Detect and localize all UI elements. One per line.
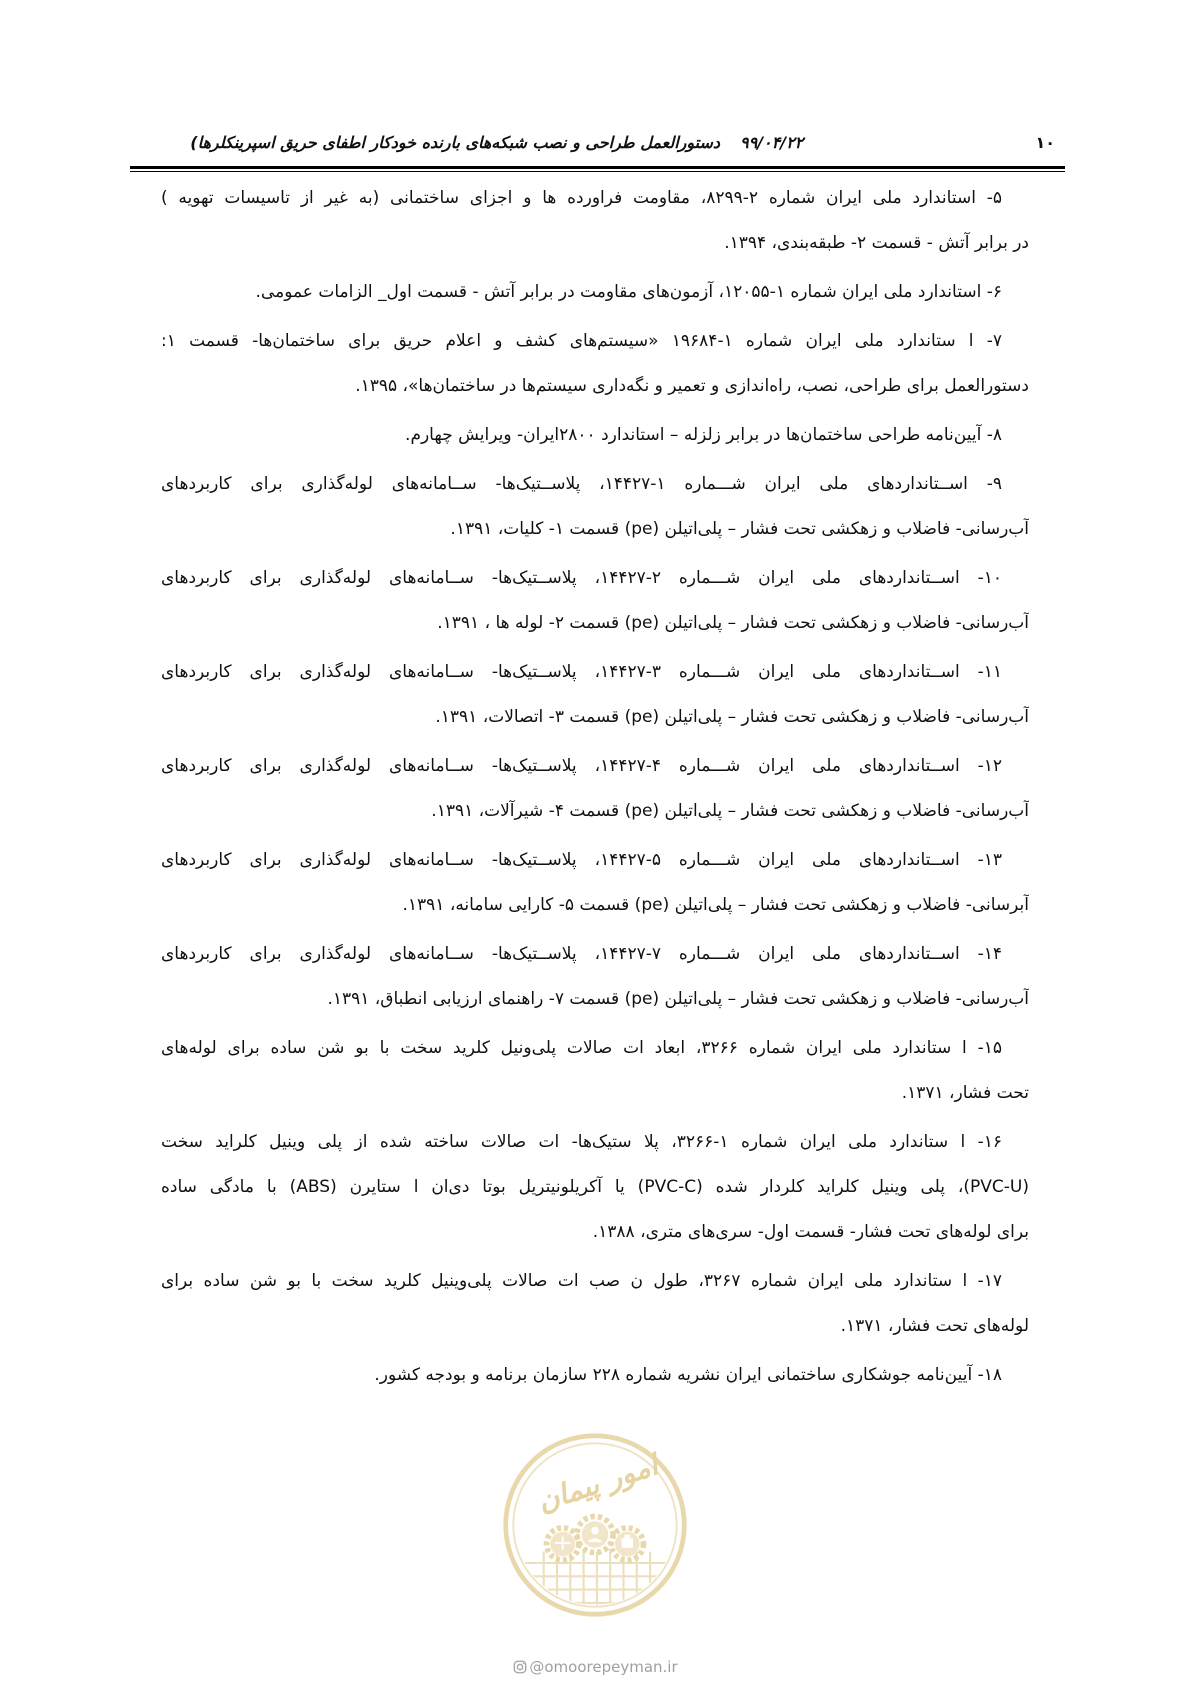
reference-item: [161, 413, 1029, 458]
paragraph-line: آبرسانی- فاضلاب و زهکشی تحت فشار – پلی‌اتیلن (pe) قسمت ۵- کارایی سامانه، ۱۳۹۱.: [402, 895, 1029, 915]
reference-item: [161, 270, 1029, 315]
paragraph-line: دستورالعمل برای طراحی، نصب، راه‌اندازی و تعمیر و نگه‌داری سیستم‌ها در ساختمان‌ها»، ۱۳۹۵.: [355, 376, 1029, 396]
reference-item: [161, 319, 1029, 409]
header-rule-thin: [130, 171, 1065, 172]
paragraph-line: (PVC-U)، پلی وینیل کلراید کلردار شده (PVC-C) یا آکریلونیتریل بوتا دی‌ان ا ستایرن (ABS) با مادگی ساده: [161, 1177, 1029, 1197]
paragraph-line: ۵- استاندارد ملی ایران شماره ۲-۸۲۹۹، مقاومت فراورده ها و اجزای ساختمانی (به غیر از تاسیسات تهویه ): [161, 188, 1002, 208]
paragraph-line: ۹- اســتانداردهای ملی ایران شـــماره ۱-۱۴۴۲۷، پلاســتیک‌ها- ســامانه‌های لوله‌گذاری برای کاربردهای: [161, 474, 1002, 494]
reference-item: [161, 176, 1029, 266]
reference-item: [161, 462, 1029, 552]
logo-script-text: امور پیمان: [533, 1448, 662, 1519]
paragraph-line: ۱۱- اســتانداردهای ملی ایران شـــماره ۳-۱۴۴۲۷، پلاســتیک‌ها- ســامانه‌های لوله‌گذاری برای کاربردهای: [161, 662, 1002, 682]
gear-icon: [611, 1528, 643, 1560]
reference-item: [161, 838, 1029, 928]
paragraph-line: برای لوله‌های تحت فشار- قسمت اول- سری‌های متری، ۱۳۸۸.: [592, 1222, 1029, 1242]
header-rule: [130, 166, 1065, 169]
instagram-icon: [513, 1660, 527, 1674]
reference-item: [161, 1259, 1029, 1349]
paragraph-line: ۱۷- ا ستاندارد ملی ایران شماره ۳۲۶۷، طول ن صب ات صالات پلی‌وینیل کلرید سخت با بو شن ساده برای: [161, 1271, 1002, 1291]
reference-item: [161, 1353, 1029, 1398]
paragraph-line: ۱۳- اســتانداردهای ملی ایران شـــماره ۵-۱۴۴۲۷، پلاســتیک‌ها- ســامانه‌های لوله‌گذاری برای کاربردهای: [161, 850, 1002, 870]
reference-list: [161, 176, 1029, 1398]
footer-handle[interactable]: @omoorepeyman.ir: [529, 1658, 678, 1676]
paragraph-line: آب‌رسانی- فاضلاب و زهکشی تحت فشار – پلی‌اتیلن (pe) قسمت ۳- اتصالات، ۱۳۹۱.: [435, 707, 1029, 727]
paragraph-line: آب‌رسانی- فاضلاب و زهکشی تحت فشار – پلی‌اتیلن (pe) قسمت ۲- لوله ها ، ۱۳۹۱.: [437, 613, 1029, 633]
paragraph-line: ۷- ا ستاندارد ملی ایران شماره ۱-۱۹۶۸۴ «سیستم‌های کشف و اعلام حریق برای ساختمان‌ها- قسمت ۱:: [161, 331, 1002, 351]
paragraph-line: ۱۴- اســتانداردهای ملی ایران شـــماره ۷-۱۴۴۲۷، پلاســتیک‌ها- ســامانه‌های لوله‌گذاری برای کاربردهای: [161, 944, 1002, 964]
reference-item: [161, 744, 1029, 834]
paragraph-line: ۱۲- اســتانداردهای ملی ایران شـــماره ۴-۱۴۴۲۷، پلاســتیک‌ها- ســامانه‌های لوله‌گذاری برای کاربردهای: [161, 756, 1002, 776]
paragraph-line: ۱۰- اســتانداردهای ملی ایران شـــماره ۲-۱۴۴۲۷، پلاســتیک‌ها- ســامانه‌های لوله‌گذاری برای کاربردهای: [161, 568, 1002, 588]
watermark-logo: [500, 1430, 690, 1620]
page-footer: [0, 1656, 1191, 1678]
page-header: [130, 128, 1065, 158]
header-title: دستورالعمل طراحی و نصب شبکه‌های بارنده خودکار اطفای حریق اسپرینکلرها): [190, 133, 720, 152]
gear-icon: [577, 1516, 613, 1552]
paragraph-line: آب‌رسانی- فاضلاب و زهکشی تحت فشار – پلی‌اتیلن (pe) قسمت ۴- شیرآلات، ۱۳۹۱.: [431, 801, 1029, 821]
paragraph-line: آب‌رسانی- فاضلاب و زهکشی تحت فشار – پلی‌اتیلن (pe) قسمت ۱- کلیات، ۱۳۹۱.: [450, 519, 1029, 539]
gear-icon: [547, 1528, 579, 1560]
paragraph-line: آب‌رسانی- فاضلاب و زهکشی تحت فشار – پلی‌اتیلن (pe) قسمت ۷- راهنمای ارزیابی انطباق، ۱۳۹۱.: [327, 989, 1029, 1009]
reference-item: [161, 1120, 1029, 1255]
header-date: ۹۹/۰۴/۲۲: [740, 133, 804, 152]
paragraph-line: ۱۵- ا ستاندارد ملی ایران شماره ۳۲۶۶، ابعاد ات صالات پلی‌ونیل کلرید سخت با بو شن ساده برای لوله‌های: [161, 1038, 1002, 1058]
paragraph-line: ۱۶- ا ستاندارد ملی ایران شماره ۱-۳۲۶۶، پلا ستیک‌ها- ات صالات ساخته شده از پلی وینیل کلراید سخت: [161, 1132, 1002, 1152]
paragraph-line: ۶- استاندارد ملی ایران شماره ۱-۱۲۰۵۵، آزمون‌های مقاومت در برابر آتش - قسمت اول_ الزامات عمومی.: [255, 282, 1002, 302]
paragraph-line: ۸- آیین‌نامه طراحی ساختمان‌ها در برابر زلزله – استاندارد ۲۸۰۰ایران- ویرایش چهارم.: [405, 425, 1002, 445]
reference-item: [161, 1026, 1029, 1116]
paragraph-line: در برابر آتش - قسمت ۲- طبقه‌بندی، ۱۳۹۴.: [724, 233, 1029, 253]
reference-item: [161, 650, 1029, 740]
paragraph-line: ۱۸- آیین‌نامه جوشکاری ساختمانی ایران نشریه شماره ۲۲۸ سازمان برنامه و بودجه کشور.: [374, 1365, 1002, 1385]
paragraph-line: لوله‌های تحت فشار، ۱۳۷۱.: [840, 1316, 1029, 1336]
reference-item: [161, 932, 1029, 1022]
reference-item: [161, 556, 1029, 646]
paragraph-line: تحت فشار، ۱۳۷۱.: [901, 1083, 1029, 1103]
page-number: ۱۰: [1035, 133, 1055, 152]
